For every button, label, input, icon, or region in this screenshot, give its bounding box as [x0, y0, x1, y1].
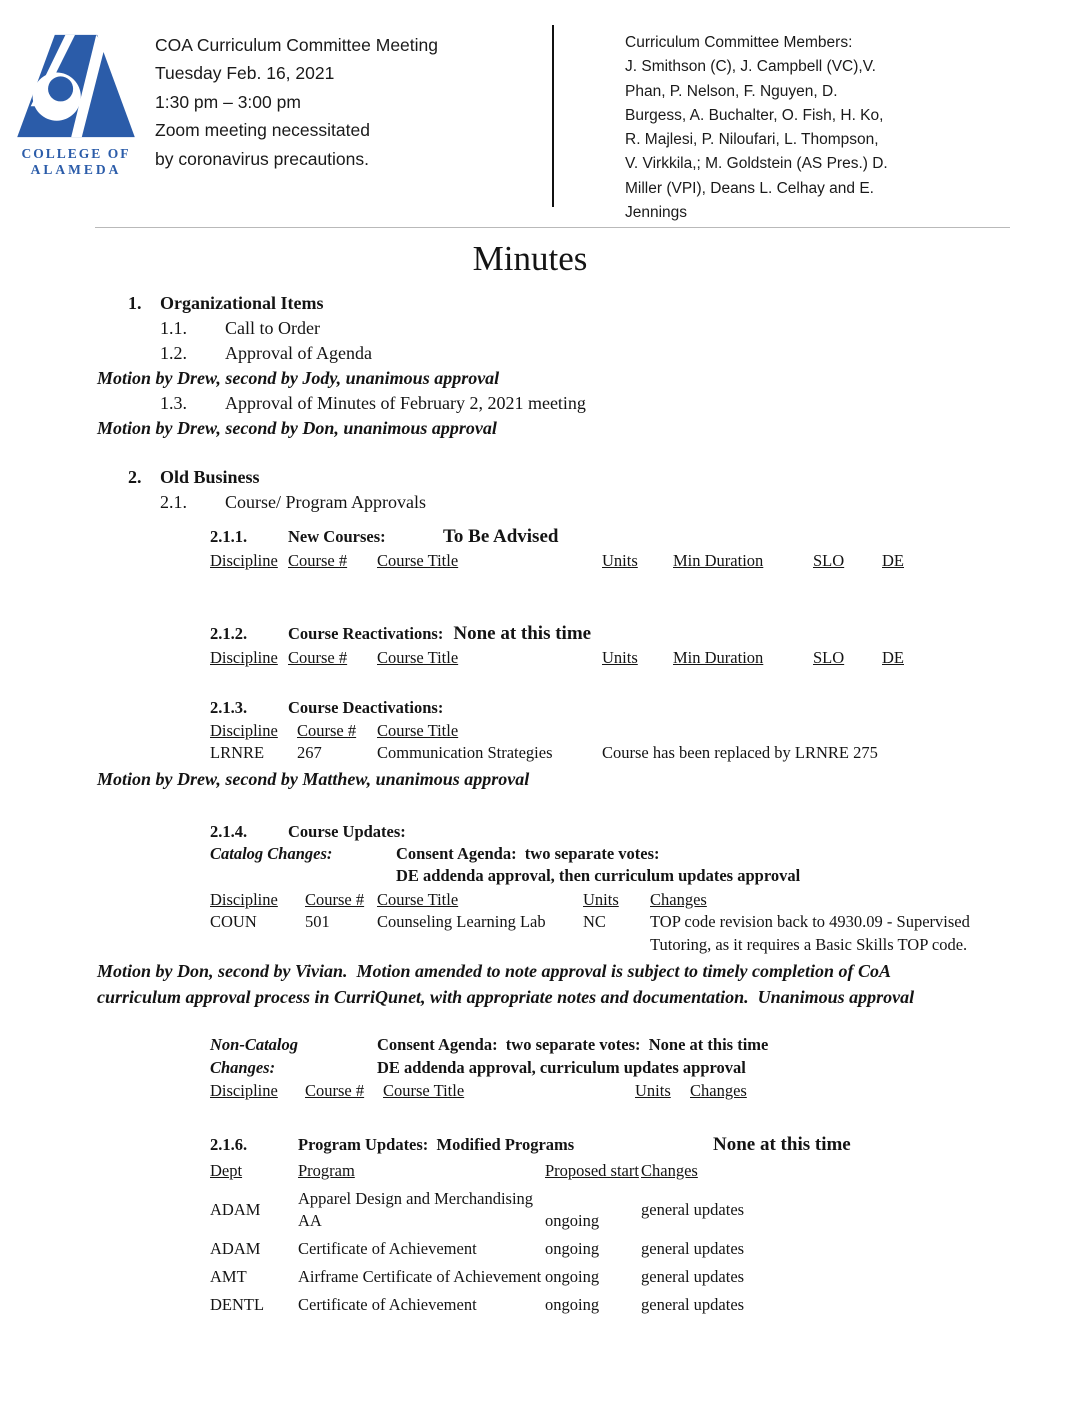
cell-program: Certificate of Achievement — [298, 1294, 477, 1314]
meeting-title: COA Curriculum Committee Meeting — [155, 35, 438, 55]
non-catalog-changes-block — [97, 1034, 1005, 1079]
cell-proposed-start: ongoing — [545, 1266, 600, 1286]
catalog-changes-block — [97, 843, 1005, 888]
col-header-discipline: Discipline — [210, 550, 278, 570]
heading-label: Program Updates: Modified Programs — [298, 1134, 575, 1154]
cell-course-number: 267 — [297, 743, 322, 763]
cell-discipline: COUN — [210, 912, 257, 932]
col-header-changes: Changes — [650, 889, 707, 909]
col-header-slo: SLO — [813, 648, 845, 668]
consent-agenda-text — [377, 1034, 768, 1079]
col-header-discipline: Discipline — [210, 889, 278, 909]
cell-dept: DENTL — [210, 1294, 265, 1314]
section-label: Old Business — [160, 466, 260, 487]
col-header-discipline: Discipline — [210, 1081, 278, 1101]
col-header-proposed-start: Proposed start — [545, 1160, 639, 1180]
motion-note: Motion by Drew, second by Matthew, unanimous approval — [97, 768, 530, 789]
meeting-info — [155, 31, 438, 173]
heading-number: 2.1.6. — [210, 1134, 248, 1154]
col-header-course-number: Course # — [297, 720, 357, 740]
program-table-row — [97, 1294, 1005, 1316]
item-course-program-approvals — [97, 490, 1005, 515]
item-number: 1.2. — [160, 342, 187, 363]
logo-text — [8, 146, 144, 178]
header-rule — [95, 227, 1010, 228]
col-header-units: Units — [583, 889, 619, 909]
heading-label: Course Reactivations: — [288, 624, 444, 644]
members-heading: Curriculum Committee Members: — [625, 34, 853, 51]
heading-course-reactivations — [97, 622, 1005, 645]
heading-course-updates — [97, 820, 1005, 843]
agenda-item-approval-of-agenda — [97, 341, 1005, 366]
heading-label: New Courses: — [288, 526, 386, 546]
deactivations-table-header — [97, 720, 1005, 743]
consent-line: Consent Agenda: two separate votes: — [396, 843, 660, 863]
members-line: Jennings — [625, 204, 688, 222]
consent-line: Consent Agenda: two separate votes: None at this time — [377, 1035, 769, 1055]
new-courses-table-header — [97, 550, 1005, 573]
cell-note: Course has been replaced by LRNRE 275 — [602, 743, 878, 763]
col-header-de: DE — [882, 648, 904, 668]
motion-note: Motion by Don, second by Vivian. Motion amended to note approval is subject to timely completion of CoA curriculum approval process in CurriQunet, with appropriate notes and documentation. Unanimous approval — [97, 961, 915, 1008]
heading-number: 2.1.4. — [210, 821, 248, 841]
section-organizational-items — [97, 291, 1005, 316]
deactivations-table-row — [97, 742, 1005, 765]
catalog-changes-label: Catalog Changes: — [210, 843, 333, 863]
heading-number: 2.1.1. — [210, 526, 248, 546]
item-label: Approval of Minutes of February 2, 2021 meeting — [225, 392, 586, 413]
consent-agenda-text — [396, 843, 800, 888]
members-line: Miller (VPI), Deans L. Celhay and E. — [625, 179, 874, 197]
col-header-course-title: Course Title — [377, 720, 459, 740]
meeting-note-line2: by coronavirus precautions. — [155, 148, 369, 169]
cell-discipline: LRNRE — [210, 743, 265, 763]
agenda-item-approval-of-minutes — [97, 391, 1005, 416]
col-header-course-title: Course Title — [377, 550, 459, 570]
heading-course-deactivations — [97, 696, 1005, 719]
cell-dept: AMT — [210, 1266, 247, 1286]
item-number: 1.1. — [160, 317, 187, 338]
cell-course-number: 501 — [305, 912, 330, 932]
cell-changes: TOP code revision back to 4930.09 - Supervised Tutoring, as it requires a Basic Skills TOP code. — [650, 912, 970, 954]
cell-units: NC — [583, 912, 606, 932]
agenda-item-call-to-order — [97, 316, 1005, 341]
non-catalog-label-line1: Non-Catalog — [210, 1035, 299, 1055]
col-header-course-number: Course # — [305, 1081, 365, 1101]
motion-note: Motion by Drew, second by Jody, unanimous approval — [97, 367, 500, 388]
cell-proposed-start: ongoing — [545, 1294, 600, 1314]
heading-label: Course Updates: — [288, 821, 406, 841]
col-header-slo: SLO — [813, 550, 845, 570]
doc-title: Minutes — [472, 239, 588, 278]
meeting-date: Tuesday Feb. 16, 2021 — [155, 63, 335, 84]
cell-changes: general updates — [641, 1266, 745, 1286]
program-table-row — [97, 1266, 1005, 1288]
cell-dept: ADAM — [210, 1199, 261, 1219]
heading-program-updates — [97, 1133, 1005, 1156]
cell-proposed-start: ongoing — [545, 1238, 600, 1258]
program-table-row — [97, 1238, 1005, 1260]
course-updates-table-row — [97, 911, 1005, 956]
header-divider — [552, 25, 554, 207]
cell-changes: general updates — [641, 1238, 745, 1258]
non-catalog-table-header — [97, 1080, 1005, 1103]
logo-text-line1: COLLEGE OF — [21, 146, 131, 161]
heading-label: Course Deactivations: — [288, 697, 444, 717]
section-label: Organizational Items — [160, 292, 324, 313]
item-number: 1.3. — [160, 392, 187, 413]
col-header-dept: Dept — [210, 1160, 243, 1180]
col-header-de: DE — [882, 550, 904, 570]
motion-note: Motion by Drew, second by Don, unanimous approval — [97, 417, 497, 438]
cell-program: Certificate of Achievement — [298, 1238, 477, 1258]
item-label: Course/ Program Approvals — [225, 491, 426, 512]
col-header-course-number: Course # — [305, 889, 365, 909]
heading-note: None at this time — [453, 623, 592, 645]
cell-program: Apparel Design and Merchandising AA — [298, 1188, 534, 1230]
section-number: 1. — [128, 292, 142, 313]
program-updates-table-header — [97, 1160, 1005, 1182]
col-header-units: Units — [602, 648, 638, 668]
members-line: J. Smithson (C), J. Campbell (VC),V. — [625, 58, 876, 76]
heading-note: To Be Advised — [443, 525, 559, 547]
section-old-business — [97, 465, 1005, 490]
item-number: 2.1. — [160, 491, 187, 512]
program-table-row — [97, 1188, 1005, 1232]
consent-line: DE addenda approval, then curriculum updates approval — [396, 866, 801, 886]
cell-dept: ADAM — [210, 1238, 261, 1258]
col-header-units: Units — [602, 550, 638, 570]
col-header-discipline: Discipline — [210, 720, 278, 740]
col-header-discipline: Discipline — [210, 648, 278, 668]
members-line: R. Majlesi, P. Niloufari, L. Thompson, — [625, 131, 879, 149]
college-of-alameda-logo — [8, 33, 144, 178]
logo-text-line2: ALAMEDA — [30, 162, 122, 177]
heading-number: 2.1.2. — [210, 624, 248, 644]
col-header-program: Program — [298, 1160, 355, 1180]
col-header-course-number: Course # — [288, 550, 348, 570]
coa-logo-mark — [12, 33, 140, 139]
cell-course-title: Counseling Learning Lab — [377, 912, 546, 932]
col-header-course-title: Course Title — [377, 889, 459, 909]
col-header-changes: Changes — [641, 1160, 698, 1180]
col-header-changes: Changes — [690, 1081, 747, 1101]
section-number: 2. — [128, 466, 142, 487]
reactivations-table-header — [97, 647, 1005, 670]
committee-members — [625, 31, 970, 225]
meeting-time: 1:30 pm – 3:00 pm — [155, 91, 301, 112]
members-line: V. Virkkila,; M. Goldstein (AS Pres.) D. — [625, 155, 888, 173]
item-label: Call to Order — [225, 317, 320, 338]
cell-proposed-start: ongoing — [545, 1210, 600, 1230]
meeting-note-line1: Zoom meeting necessitated — [155, 120, 370, 141]
col-header-min-duration: Min Duration — [673, 550, 764, 570]
non-catalog-label — [210, 1034, 377, 1079]
cell-program: Airframe Certificate of Achievement — [298, 1266, 542, 1286]
heading-note: None at this time — [713, 1133, 851, 1155]
col-header-course-title: Course Title — [383, 1081, 465, 1101]
col-header-course-number: Course # — [288, 648, 348, 668]
item-label: Approval of Agenda — [225, 342, 372, 363]
members-line: Burgess, A. Buchalter, O. Fish, H. Ko, — [625, 106, 884, 124]
cell-changes: general updates — [641, 1199, 745, 1219]
heading-number: 2.1.3. — [210, 697, 248, 717]
heading-new-courses — [97, 525, 1005, 548]
course-updates-table-header — [97, 889, 1005, 912]
cell-changes: general updates — [641, 1294, 745, 1314]
col-header-units: Units — [635, 1081, 671, 1101]
col-header-course-title: Course Title — [377, 648, 459, 668]
minutes-body — [97, 237, 1005, 1316]
members-line: Phan, P. Nelson, F. Nguyen, D. — [625, 82, 838, 100]
non-catalog-label-line2: Changes: — [210, 1057, 276, 1077]
cell-course-title: Communication Strategies — [377, 743, 553, 763]
col-header-min-duration: Min Duration — [673, 648, 764, 668]
consent-line: DE addenda approval, curriculum updates approval — [377, 1057, 746, 1077]
